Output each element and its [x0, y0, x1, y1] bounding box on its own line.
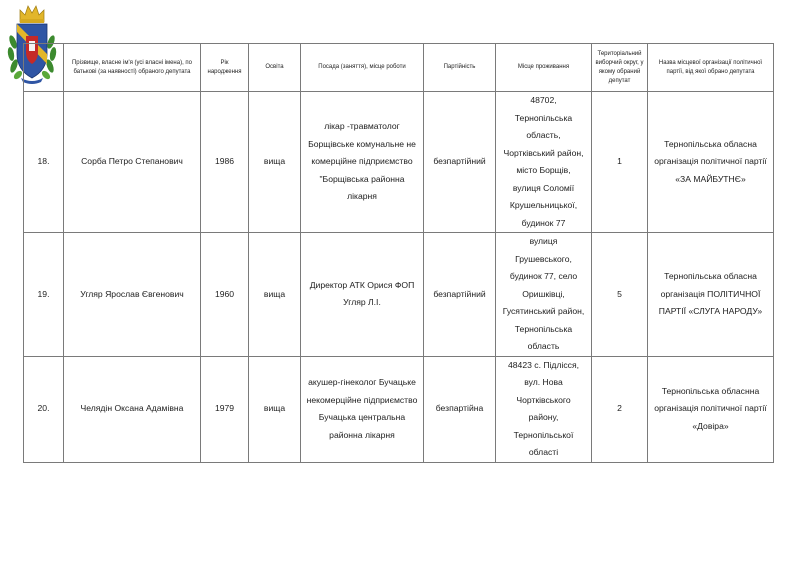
- residence-line: Тернопільська: [514, 112, 573, 123]
- district: 1: [592, 92, 648, 233]
- residence-line: Оришківці,: [522, 288, 565, 299]
- position: Директор АТК Орися ФОП Угляр Л.І.: [301, 233, 424, 357]
- residence-line: Гусятинський район,: [502, 306, 585, 316]
- education: вища: [249, 92, 301, 233]
- deputy-name: Сорба Петро Степанович: [64, 92, 201, 233]
- residence-line: будинок 77: [521, 217, 566, 228]
- residence-line: Тернопільської: [513, 429, 574, 440]
- party-status: безпартійний: [424, 92, 496, 233]
- row-number: 20.: [24, 356, 64, 462]
- residence-line: 48702,: [530, 95, 557, 105]
- education: вища: [249, 233, 301, 357]
- residence-line: будинок 77, село: [509, 271, 578, 281]
- residence-line: вул. Нова: [524, 377, 563, 387]
- deputy-name: Челядін Оксана Адамівна: [64, 356, 201, 462]
- birth-year: 1960: [201, 233, 249, 357]
- party-organization: Тернопільська обласнна організація політичної партії «Довіра»: [648, 356, 774, 462]
- residence-line: 48423 с. Підлісся,: [507, 359, 580, 370]
- residence-line: Чортківський район,: [503, 147, 584, 158]
- deputies-table: [23, 43, 774, 463]
- party-status: безпартійна: [424, 356, 496, 462]
- residence-line: область,: [526, 130, 561, 140]
- header-number: [24, 44, 64, 92]
- table-header-row: [24, 44, 774, 92]
- residence-line: область: [527, 341, 560, 351]
- residence-line: вулиця: [529, 236, 558, 246]
- table-row: [24, 356, 774, 462]
- table-row: [24, 233, 774, 357]
- residence-line: вулиця Соломії: [512, 182, 575, 193]
- residence-line: Чортківського: [516, 394, 571, 405]
- district: 5: [592, 233, 648, 357]
- header-party-status: Партійність: [424, 44, 496, 92]
- row-number: 19.: [24, 233, 64, 357]
- birth-year: 1979: [201, 356, 249, 462]
- header-birth-year: Рік народження: [201, 44, 249, 92]
- row-number: 18.: [24, 92, 64, 233]
- header-party: Назва місцевої організації політичної партії, від якої обрано депутата: [648, 44, 774, 92]
- header-name: Прізвище, власне ім'я (усі власні імена), по батькові (за наявності) обраного депутата: [64, 44, 201, 92]
- residence-line: Тернопільська: [514, 323, 573, 334]
- party-organization: Тернопільська обласна організація ПОЛІТИЧНОЇ ПАРТІЇ «СЛУГА НАРОДУ»: [648, 233, 774, 357]
- header-education: Освіта: [249, 44, 301, 92]
- header-position: Посада (заняття), місце роботи: [301, 44, 424, 92]
- district: 2: [592, 356, 648, 462]
- residence-line: Крушельницької,: [509, 200, 578, 210]
- party-organization: Тернопільська обласна організація політичної партії «ЗА МАЙБУТНЄ»: [648, 92, 774, 233]
- header-residence: Місце проживання: [496, 44, 592, 92]
- residence-line: області: [528, 447, 559, 457]
- residence-line: району,: [528, 412, 559, 422]
- position: акушер-гінеколог Бучацьке некомерційне підприємство Бучацька центральна районна лікарня: [301, 356, 424, 462]
- birth-year: 1986: [201, 92, 249, 233]
- position: лікар -травматолог Борщівське комунальне не комерційне підприємство "Борщівська районна лікарня: [301, 92, 424, 233]
- residence: [496, 92, 592, 233]
- header-district: Територіальний виборчий округ, у якому обраний депутат: [592, 44, 648, 92]
- table-row: [24, 92, 774, 233]
- residence: [496, 356, 592, 462]
- residence-line: місто Борщів,: [516, 165, 571, 175]
- education: вища: [249, 356, 301, 462]
- residence-line: Грушевського,: [515, 253, 572, 264]
- residence: [496, 233, 592, 357]
- party-status: безпартійний: [424, 233, 496, 357]
- deputy-name: Угляр Ярослав Євгенович: [64, 233, 201, 357]
